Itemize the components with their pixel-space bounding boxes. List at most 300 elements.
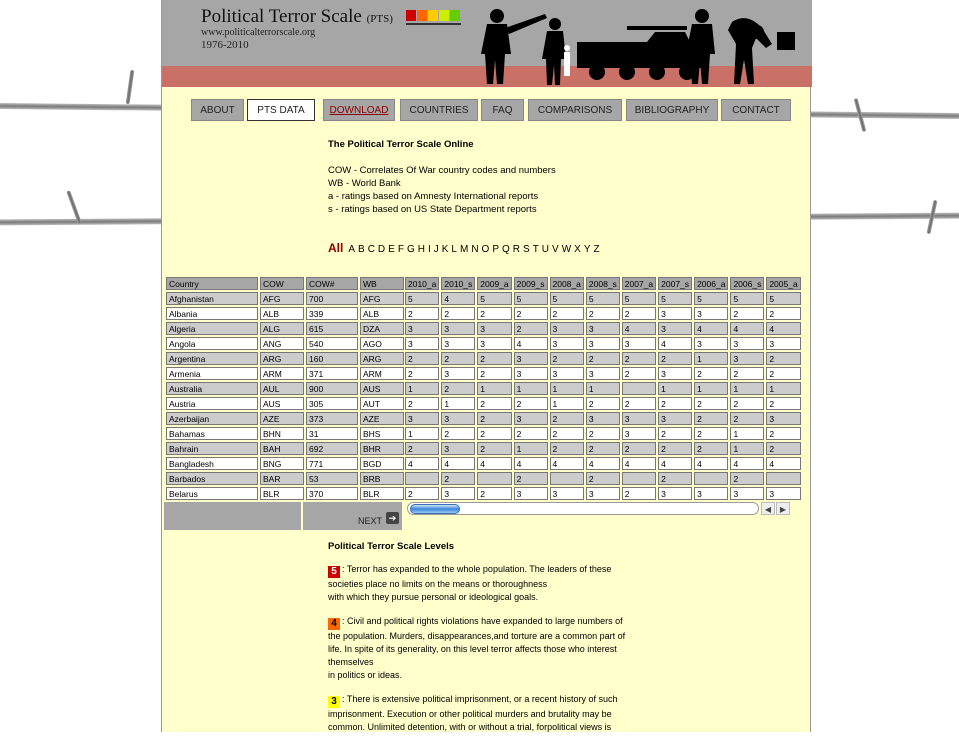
level-text-line: in politics or ideas. bbox=[328, 670, 403, 680]
table-cell-cow: AUL bbox=[260, 382, 304, 395]
table-cell-score: 3 bbox=[441, 322, 475, 335]
alpha-letter-link[interactable]: S bbox=[523, 244, 530, 255]
table-cell-score: 3 bbox=[766, 337, 800, 350]
table-header-row bbox=[405, 277, 801, 290]
data-table-years bbox=[403, 275, 803, 502]
next-label[interactable]: NEXT bbox=[358, 516, 383, 526]
table-cell-score: 2 bbox=[405, 487, 439, 500]
table-cell-score: 5 bbox=[550, 292, 584, 305]
legend-list bbox=[328, 164, 648, 216]
table-cell-score: 4 bbox=[658, 457, 692, 470]
table-cell-score: 2 bbox=[586, 307, 620, 320]
table-row bbox=[405, 412, 801, 425]
table-row bbox=[405, 292, 801, 305]
site-years: 1976-2010 bbox=[201, 39, 249, 51]
table-cell-score: 2 bbox=[405, 442, 439, 455]
table-cell-cown: 900 bbox=[306, 382, 358, 395]
table-cell-score: 2 bbox=[477, 397, 511, 410]
alpha-letter-link[interactable]: I bbox=[427, 244, 431, 255]
table-cell-cown: 339 bbox=[306, 307, 358, 320]
table-cell-score: 5 bbox=[658, 292, 692, 305]
alpha-letter-link[interactable]: R bbox=[512, 244, 521, 255]
table-cell-score: 2 bbox=[550, 352, 584, 365]
table-cell-score: 1 bbox=[550, 382, 584, 395]
table-cell-score: 3 bbox=[514, 367, 548, 380]
color-swatch bbox=[406, 10, 416, 21]
table-cell-cow: AZE bbox=[260, 412, 304, 425]
table-cell-score: 3 bbox=[766, 412, 800, 425]
table-cell-wb: BGD bbox=[360, 457, 404, 470]
table-cell-score: 2 bbox=[405, 397, 439, 410]
table-cell-score bbox=[550, 472, 584, 485]
table-cell-score: 3 bbox=[477, 337, 511, 350]
alphabet-filter bbox=[328, 241, 600, 255]
table-cell-score: 3 bbox=[658, 307, 692, 320]
table-cell-score: 3 bbox=[730, 352, 764, 365]
level-text-line: There is extensive political imprisonment, or a recent history of such bbox=[346, 694, 618, 704]
table-cell-country: Bahamas bbox=[166, 427, 258, 440]
level-text-line: Civil and political rights violations have expanded to large numbers of bbox=[347, 616, 623, 626]
table-cell-score: 5 bbox=[405, 292, 439, 305]
alpha-letter-link[interactable]: K bbox=[441, 244, 449, 255]
column-header: Country bbox=[166, 277, 258, 290]
level-badge: 4 bbox=[328, 618, 340, 630]
table-cell-wb: BLR bbox=[360, 487, 404, 500]
table-cell-score: 2 bbox=[586, 427, 620, 440]
table-cell-score: 3 bbox=[405, 322, 439, 335]
table-cell-score: 2 bbox=[658, 427, 692, 440]
level-badge: 3 bbox=[328, 696, 340, 708]
table-cell-score: 2 bbox=[550, 442, 584, 455]
table-cell-country: Armenia bbox=[166, 367, 258, 380]
table-cell-score: 1 bbox=[694, 352, 728, 365]
table-cell-score: 3 bbox=[441, 412, 475, 425]
table-cell-score bbox=[622, 472, 656, 485]
table-cell-score: 2 bbox=[622, 352, 656, 365]
table-row bbox=[405, 487, 801, 500]
level-5-description: 5 : Terror has expanded to the whole population. The leaders of these societies place no limits on the means or thoroughness with which they pursue personal or ideological goals. bbox=[328, 564, 612, 602]
table-cell-cow: AFG bbox=[260, 292, 304, 305]
table-cell-score: 2 bbox=[477, 367, 511, 380]
level-text-line: Terror has expanded to the whole population. The leaders of these bbox=[346, 564, 612, 574]
table-row bbox=[166, 382, 404, 395]
alpha-letter-link[interactable]: B bbox=[358, 244, 365, 255]
table-cell-score: 2 bbox=[477, 412, 511, 425]
table-cell-cow: BLR bbox=[260, 487, 304, 500]
alpha-letter-link[interactable]: H bbox=[417, 244, 425, 255]
table-cell-score: 3 bbox=[550, 337, 584, 350]
table-row bbox=[166, 292, 404, 305]
table-cell-score: 3 bbox=[586, 322, 620, 335]
table-cell-score: 5 bbox=[730, 292, 764, 305]
table-cell-score: 3 bbox=[441, 487, 475, 500]
table-cell-score: 2 bbox=[441, 472, 475, 485]
table-cell-score: 1 bbox=[586, 382, 620, 395]
table-row bbox=[405, 427, 801, 440]
alpha-letter-link[interactable]: F bbox=[397, 244, 404, 255]
table-cell-score: 1 bbox=[730, 382, 764, 395]
scrollbar-track[interactable] bbox=[407, 502, 759, 515]
alpha-letter-link[interactable]: U bbox=[541, 244, 550, 255]
table-cell-score: 2 bbox=[694, 397, 728, 410]
table-cell-wb: AFG bbox=[360, 292, 404, 305]
table-cell-score: 2 bbox=[730, 472, 764, 485]
table-cell-score: 4 bbox=[550, 457, 584, 470]
table-cell-score bbox=[766, 472, 800, 485]
table-cell-score: 5 bbox=[622, 292, 656, 305]
barb-decoration bbox=[126, 70, 135, 104]
table-cell-wb: ARG bbox=[360, 352, 404, 365]
alpha-letter-link[interactable]: M bbox=[459, 244, 469, 255]
table-cell-score: 2 bbox=[477, 352, 511, 365]
alpha-all-link[interactable]: All bbox=[328, 241, 344, 255]
table-cell-score: 2 bbox=[550, 427, 584, 440]
scroll-right-arrow-icon[interactable]: ▶ bbox=[776, 502, 790, 515]
table-cell-score: 2 bbox=[622, 442, 656, 455]
color-swatch bbox=[428, 10, 438, 21]
site-url: www.politicalterrorscale.org bbox=[201, 27, 316, 38]
table-cell-score: 3 bbox=[550, 367, 584, 380]
table-row bbox=[405, 442, 801, 455]
table-cell-score: 2 bbox=[622, 307, 656, 320]
table-cell-score: 5 bbox=[766, 292, 800, 305]
table-cell-score: 2 bbox=[477, 442, 511, 455]
table-cell-score: 1 bbox=[694, 382, 728, 395]
table-cell-score: 1 bbox=[730, 427, 764, 440]
table-row bbox=[405, 382, 801, 395]
table-cell-score: 3 bbox=[514, 487, 548, 500]
table-cell-score: 3 bbox=[694, 307, 728, 320]
table-row bbox=[405, 457, 801, 470]
table-cell-score: 1 bbox=[730, 442, 764, 455]
table-row bbox=[166, 352, 404, 365]
alpha-letter-link[interactable]: W bbox=[561, 244, 572, 255]
next-arrow-icon[interactable]: ➔ bbox=[386, 512, 399, 524]
table-cell-score: 3 bbox=[550, 322, 584, 335]
table-cell-score: 1 bbox=[550, 397, 584, 410]
table-cell-score: 3 bbox=[586, 487, 620, 500]
alpha-letter-link[interactable]: T bbox=[532, 244, 539, 255]
table-cell-score: 2 bbox=[477, 427, 511, 440]
nav-comparisons[interactable]: COMPARISONS bbox=[528, 99, 622, 121]
level-text-line: life. In spite of its generality, on this level terror affects those who interest bbox=[328, 644, 617, 654]
table-cell-score: 2 bbox=[514, 472, 548, 485]
table-cell-score: 2 bbox=[477, 487, 511, 500]
table-cell-score: 2 bbox=[766, 442, 800, 455]
table-cell-cown: 370 bbox=[306, 487, 358, 500]
table-cell-score: 2 bbox=[477, 307, 511, 320]
year-column-header: 2007_a bbox=[622, 277, 656, 290]
table-cell-score: 3 bbox=[622, 427, 656, 440]
table-cell-wb: DZA bbox=[360, 322, 404, 335]
table-row bbox=[166, 412, 404, 425]
table-cell-score: 2 bbox=[766, 307, 800, 320]
table-footer-left bbox=[164, 502, 301, 530]
nav-contact[interactable]: CONTACT bbox=[721, 99, 791, 121]
alpha-letter-link[interactable]: X bbox=[574, 244, 581, 255]
table-cell-score bbox=[622, 382, 656, 395]
alpha-letter-link[interactable]: N bbox=[471, 244, 479, 255]
table-cell-score: 2 bbox=[658, 442, 692, 455]
alpha-letter-link[interactable]: O bbox=[481, 244, 490, 255]
nav-about[interactable]: ABOUT bbox=[191, 99, 244, 121]
level-text-line: with which they pursue personal or ideological goals. bbox=[328, 592, 539, 602]
level-text-line: societies place no limits on the means or thoroughness bbox=[328, 579, 548, 589]
alpha-letter-link[interactable]: L bbox=[451, 244, 457, 255]
table-cell-cow: ARG bbox=[260, 352, 304, 365]
table-row bbox=[166, 367, 404, 380]
table-cell-score: 2 bbox=[514, 307, 548, 320]
color-swatches bbox=[406, 10, 461, 21]
year-column-header: 2007_s bbox=[658, 277, 692, 290]
table-cell-cown: 700 bbox=[306, 292, 358, 305]
year-column-header: 2005_a bbox=[766, 277, 800, 290]
table-cell-country: Austria bbox=[166, 397, 258, 410]
table-cell-wb: AZE bbox=[360, 412, 404, 425]
table-cell-score: 3 bbox=[658, 322, 692, 335]
table-cell-cow: ANG bbox=[260, 337, 304, 350]
table-cell-score: 2 bbox=[586, 472, 620, 485]
table-cell-score: 2 bbox=[514, 427, 548, 440]
table-cell-score: 2 bbox=[766, 427, 800, 440]
year-column-header: 2010_a bbox=[405, 277, 439, 290]
year-column-header: 2006_a bbox=[694, 277, 728, 290]
table-cell-score: 4 bbox=[622, 322, 656, 335]
level-text-line: the population. Murders, disappearances,and torture are a common part of bbox=[328, 631, 626, 641]
table-cell-score: 2 bbox=[514, 322, 548, 335]
level-badge: 5 bbox=[328, 566, 340, 578]
level-text-line: themselves bbox=[328, 657, 374, 667]
table-cell-score: 4 bbox=[586, 457, 620, 470]
horizontal-scrollbar[interactable] bbox=[407, 502, 791, 515]
table-cell-score: 2 bbox=[694, 412, 728, 425]
table-row bbox=[405, 367, 801, 380]
legend-line: COW - Correlates Of War country codes and numbers bbox=[328, 165, 556, 176]
table-cell-score bbox=[477, 472, 511, 485]
table-cell-score: 2 bbox=[658, 472, 692, 485]
scroll-left-arrow-icon[interactable]: ◀ bbox=[761, 502, 775, 515]
table-cell-country: Belarus bbox=[166, 487, 258, 500]
year-column-header: 2008_a bbox=[550, 277, 584, 290]
table-cell-country: Azerbaijan bbox=[166, 412, 258, 425]
table-cell-country: Afghanistan bbox=[166, 292, 258, 305]
table-cell-score: 3 bbox=[730, 337, 764, 350]
table-cell-score: 4 bbox=[766, 457, 800, 470]
column-header: COW# bbox=[306, 277, 358, 290]
table-cell-score: 2 bbox=[441, 307, 475, 320]
data-table-fixed bbox=[164, 275, 406, 502]
table-cell-score: 4 bbox=[622, 457, 656, 470]
table-cell-country: Algeria bbox=[166, 322, 258, 335]
table-row bbox=[405, 472, 801, 485]
table-cell-country: Bahrain bbox=[166, 442, 258, 455]
level-4-description: 4 : Civil and political rights violations have expanded to large numbers of the population. Murders, disappearances,and torture are a common part of life. In spite of its generality, on this level terror affects those who interest themselves in politics or ideas. bbox=[328, 616, 626, 680]
table-cell-wb: AGO bbox=[360, 337, 404, 350]
nav-bibliography[interactable]: BIBLIOGRAPHY bbox=[626, 99, 718, 121]
table-cell-score: 2 bbox=[730, 307, 764, 320]
table-cell-score: 1 bbox=[477, 382, 511, 395]
table-cell-score: 4 bbox=[405, 457, 439, 470]
year-column-header: 2006_s bbox=[730, 277, 764, 290]
table-cell-score: 4 bbox=[514, 337, 548, 350]
table-row bbox=[166, 397, 404, 410]
table-cell-score: 2 bbox=[622, 487, 656, 500]
scrollbar-thumb[interactable] bbox=[410, 504, 460, 514]
table-cell-score: 3 bbox=[730, 487, 764, 500]
table-cell-score: 1 bbox=[405, 382, 439, 395]
table-cell-cown: 160 bbox=[306, 352, 358, 365]
alpha-letter-link[interactable]: V bbox=[552, 244, 559, 255]
table-cell-score: 2 bbox=[658, 397, 692, 410]
table-row bbox=[166, 322, 404, 335]
table-row bbox=[405, 352, 801, 365]
legend-line: WB - World Bank bbox=[328, 178, 401, 189]
table-cell-cow: ALG bbox=[260, 322, 304, 335]
table-cell-score: 3 bbox=[622, 412, 656, 425]
table-cell-score: 2 bbox=[586, 397, 620, 410]
table-cell-score bbox=[405, 472, 439, 485]
table-cell-score: 3 bbox=[405, 337, 439, 350]
table-cell-score: 2 bbox=[766, 352, 800, 365]
year-column-header: 2009_a bbox=[477, 277, 511, 290]
main-nav bbox=[191, 99, 791, 122]
table-cell-score: 3 bbox=[586, 367, 620, 380]
table-cell-country: Albania bbox=[166, 307, 258, 320]
table-cell-score: 5 bbox=[514, 292, 548, 305]
table-cell-score: 2 bbox=[694, 442, 728, 455]
year-column-header: 2008_s bbox=[586, 277, 620, 290]
table-cell-score: 3 bbox=[550, 487, 584, 500]
table-row bbox=[405, 307, 801, 320]
table-cell-score: 4 bbox=[477, 457, 511, 470]
table-cell-score: 1 bbox=[405, 427, 439, 440]
table-cell-score: 4 bbox=[694, 322, 728, 335]
alpha-letter-link[interactable]: C bbox=[367, 244, 375, 255]
table-cell-score: 3 bbox=[658, 487, 692, 500]
table-cell-score: 2 bbox=[586, 442, 620, 455]
table-row bbox=[405, 397, 801, 410]
table-cell-score: 2 bbox=[622, 367, 656, 380]
nav-download[interactable]: DOWNLOAD bbox=[323, 99, 395, 121]
alpha-letter-link[interactable]: Y bbox=[583, 244, 591, 255]
table-cell-score: 2 bbox=[441, 352, 475, 365]
alpha-letter-link[interactable]: J bbox=[433, 244, 439, 255]
table-cell-cown: 31 bbox=[306, 427, 358, 440]
alpha-letter-link[interactable]: A bbox=[348, 244, 356, 255]
table-cell-score: 1 bbox=[514, 382, 548, 395]
table-cell-score: 2 bbox=[766, 397, 800, 410]
table-cell-score: 1 bbox=[658, 382, 692, 395]
site-title: Political Terror Scale (PTS) bbox=[201, 6, 393, 27]
table-header-row bbox=[166, 277, 404, 290]
level-text-line: imprisonment. Execution or other political murders and brutality may be bbox=[328, 709, 612, 719]
table-cell-score: 5 bbox=[694, 292, 728, 305]
silhouettes-illustration bbox=[467, 2, 807, 86]
table-cell-cow: BHN bbox=[260, 427, 304, 440]
table-cell-score: 2 bbox=[514, 397, 548, 410]
table-cell-country: Angola bbox=[166, 337, 258, 350]
alpha-letter-link[interactable]: P bbox=[492, 244, 499, 255]
table-cell-wb: BRB bbox=[360, 472, 404, 485]
table-cell-score: 4 bbox=[766, 322, 800, 335]
table-cell-score: 4 bbox=[730, 457, 764, 470]
table-row bbox=[166, 487, 404, 500]
table-cell-cow: ALB bbox=[260, 307, 304, 320]
table-cell-score: 1 bbox=[766, 382, 800, 395]
column-header: COW bbox=[260, 277, 304, 290]
table-cell-wb: ARM bbox=[360, 367, 404, 380]
table-cell-score: 3 bbox=[514, 412, 548, 425]
table-cell-score: 2 bbox=[405, 352, 439, 365]
table-row bbox=[405, 337, 801, 350]
table-cell-wb: BHR bbox=[360, 442, 404, 455]
table-cell-score: 3 bbox=[694, 487, 728, 500]
table-cell-score: 3 bbox=[586, 337, 620, 350]
table-cell-score bbox=[694, 472, 728, 485]
swatch-underline bbox=[406, 23, 461, 25]
alpha-letter-link[interactable]: Z bbox=[593, 244, 600, 255]
legend-line: s - ratings based on US State Department reports bbox=[328, 204, 537, 215]
data-table-scroll-region[interactable] bbox=[403, 275, 798, 502]
table-cell-cown: 615 bbox=[306, 322, 358, 335]
alpha-letter-link[interactable]: E bbox=[388, 244, 395, 255]
table-cell-score: 5 bbox=[477, 292, 511, 305]
table-cell-score: 3 bbox=[441, 337, 475, 350]
table-cell-cown: 371 bbox=[306, 367, 358, 380]
nav-faq[interactable]: FAQ bbox=[481, 99, 524, 121]
table-cell-score: 4 bbox=[441, 457, 475, 470]
nav-pts-data[interactable]: PTS DATA bbox=[247, 99, 315, 121]
table-cell-score: 3 bbox=[622, 337, 656, 350]
table-row bbox=[166, 457, 404, 470]
table-row bbox=[166, 307, 404, 320]
table-cell-cown: 540 bbox=[306, 337, 358, 350]
alpha-letter-link[interactable]: G bbox=[406, 244, 415, 255]
page-container bbox=[161, 0, 811, 732]
table-cell-score: 3 bbox=[658, 412, 692, 425]
table-cell-cow: BAR bbox=[260, 472, 304, 485]
column-header: WB bbox=[360, 277, 404, 290]
nav-countries[interactable]: COUNTRIES bbox=[400, 99, 478, 121]
table-row bbox=[166, 337, 404, 350]
table-cell-country: Argentina bbox=[166, 352, 258, 365]
year-column-header: 2009_s bbox=[514, 277, 548, 290]
table-cell-wb: AUS bbox=[360, 382, 404, 395]
table-row bbox=[166, 427, 404, 440]
table-cell-score: 2 bbox=[441, 427, 475, 440]
table-row bbox=[166, 442, 404, 455]
table-cell-cown: 373 bbox=[306, 412, 358, 425]
table-cell-score: 2 bbox=[550, 307, 584, 320]
table-cell-score: 2 bbox=[658, 352, 692, 365]
table-cell-score: 3 bbox=[766, 487, 800, 500]
table-cell-score: 1 bbox=[441, 397, 475, 410]
table-cell-country: Barbados bbox=[166, 472, 258, 485]
level-3-description: 3 : There is extensive political imprisonment, or a recent history of such imprisonment. Execution or other political murders and brutality may be common. Unlimited detention, with or without a trial, forpolitical views is bbox=[328, 694, 618, 732]
alpha-letter-link[interactable]: D bbox=[377, 244, 386, 255]
table-cell-cow: BAH bbox=[260, 442, 304, 455]
intro-section bbox=[328, 138, 648, 216]
level-text-line: common. Unlimited detention, with or without a trial, forpolitical views is bbox=[328, 722, 612, 732]
color-swatch bbox=[439, 10, 449, 21]
levels-section bbox=[328, 540, 648, 745]
table-row bbox=[405, 322, 801, 335]
alpha-letter-link[interactable]: Q bbox=[502, 244, 510, 255]
table-cell-score: 2 bbox=[405, 367, 439, 380]
table-cell-score: 4 bbox=[658, 337, 692, 350]
table-cell-score: 2 bbox=[405, 307, 439, 320]
table-cell-score: 3 bbox=[441, 442, 475, 455]
